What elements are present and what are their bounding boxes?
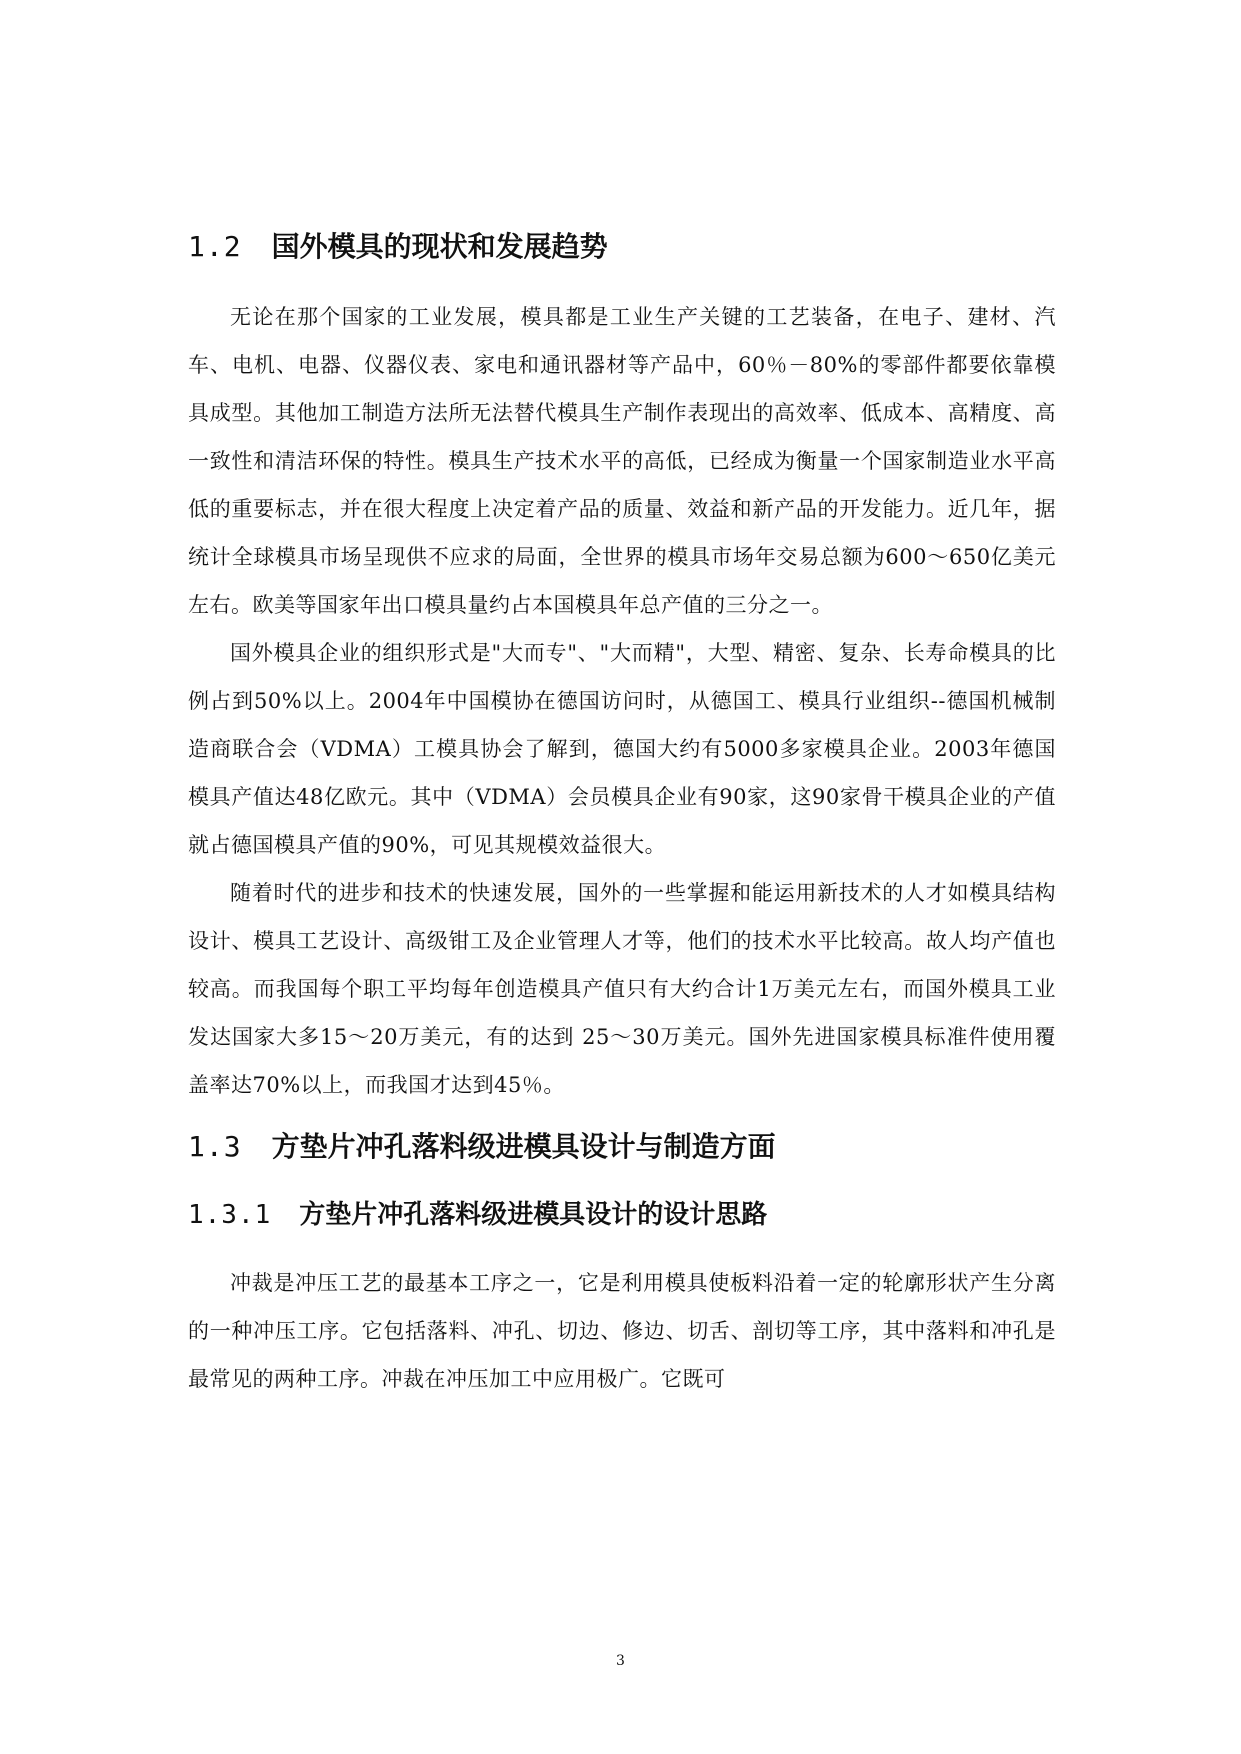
paragraph: 国外模具企业的组织形式是"大而专"、"大而精"，大型、精密、复杂、长寿命模具的比例占到50%以上。2004年中国模协在德国访问时，从德国工、模具行业组织--德国机械制造商联合会（VDMA）工模具协会了解到，德国大约有5000多家模具企业。2003年德国模具产值达48亿欧元。其中（VDMA）会员模具企业有90家，这90家骨干模具企业的产值就占德国模具产值的90%，可见其规模效益很大。	[188, 641, 1056, 857]
subsection-title: 方垫片冲孔落料级进模具设计的设计思路	[299, 1200, 768, 1230]
section-number: 1.3	[188, 1130, 242, 1163]
page-content	[188, 227, 1056, 1403]
paragraph: 随着时代的进步和技术的快速发展，国外的一些掌握和能运用新技术的人才如模具结构设计、模具工艺设计、高级钳工及企业管理人才等，他们的技术水平比较高。故人均产值也较高。而我国每个职工平均每年创造模具产值只有大约合计1万美元左右，而国外模具工业发达国家大多15～20万美元，有的达到 25～30万美元。国外先进国家模具标准件使用覆盖率达70%以上，而我国才达到45％。	[188, 881, 1056, 1097]
section-title: 方垫片冲孔落料级进模具设计与制造方面	[271, 1130, 776, 1163]
paragraph: 无论在那个国家的工业发展，模具都是工业生产关键的工艺装备，在电子、建材、汽车、电机、电器、仪器仪表、家电和通讯器材等产品中，60％－80%的零部件都要依靠模具成型。其他加工制造方法所无法替代模具生产制作表现出的高效率、低成本、高精度、高一致性和清洁环保的特性。模具生产技术水平的高低，已经成为衡量一个国家制造业水平高低的重要标志，并在很大程度上决定着产品的质量、效益和新产品的开发能力。近几年，据统计全球模具市场呈现供不应求的局面，全世界的模具市场年交易总额为600～650亿美元左右。欧美等国家年出口模具量约占本国模具年总产值的三分之一。	[188, 305, 1056, 617]
paragraph: 冲裁是冲压工艺的最基本工序之一，它是利用模具使板料沿着一定的轮廓形状产生分离的一种冲压工序。它包括落料、冲孔、切边、修边、切舌、剖切等工序，其中落料和冲孔是最常见的两种工序。冲裁在冲压加工中应用极广。它既可	[188, 1271, 1056, 1391]
section-heading-1-3	[188, 1127, 1056, 1167]
subsection-heading-1-3-1	[188, 1195, 1056, 1235]
subsection-number: 1.3.1	[188, 1200, 272, 1230]
section-heading-1-2	[188, 227, 1056, 267]
page-number: 3	[616, 1653, 625, 1669]
section-number: 1.2	[188, 230, 242, 263]
spacer	[188, 1109, 1056, 1127]
section-title: 国外模具的现状和发展趋势	[271, 230, 608, 263]
